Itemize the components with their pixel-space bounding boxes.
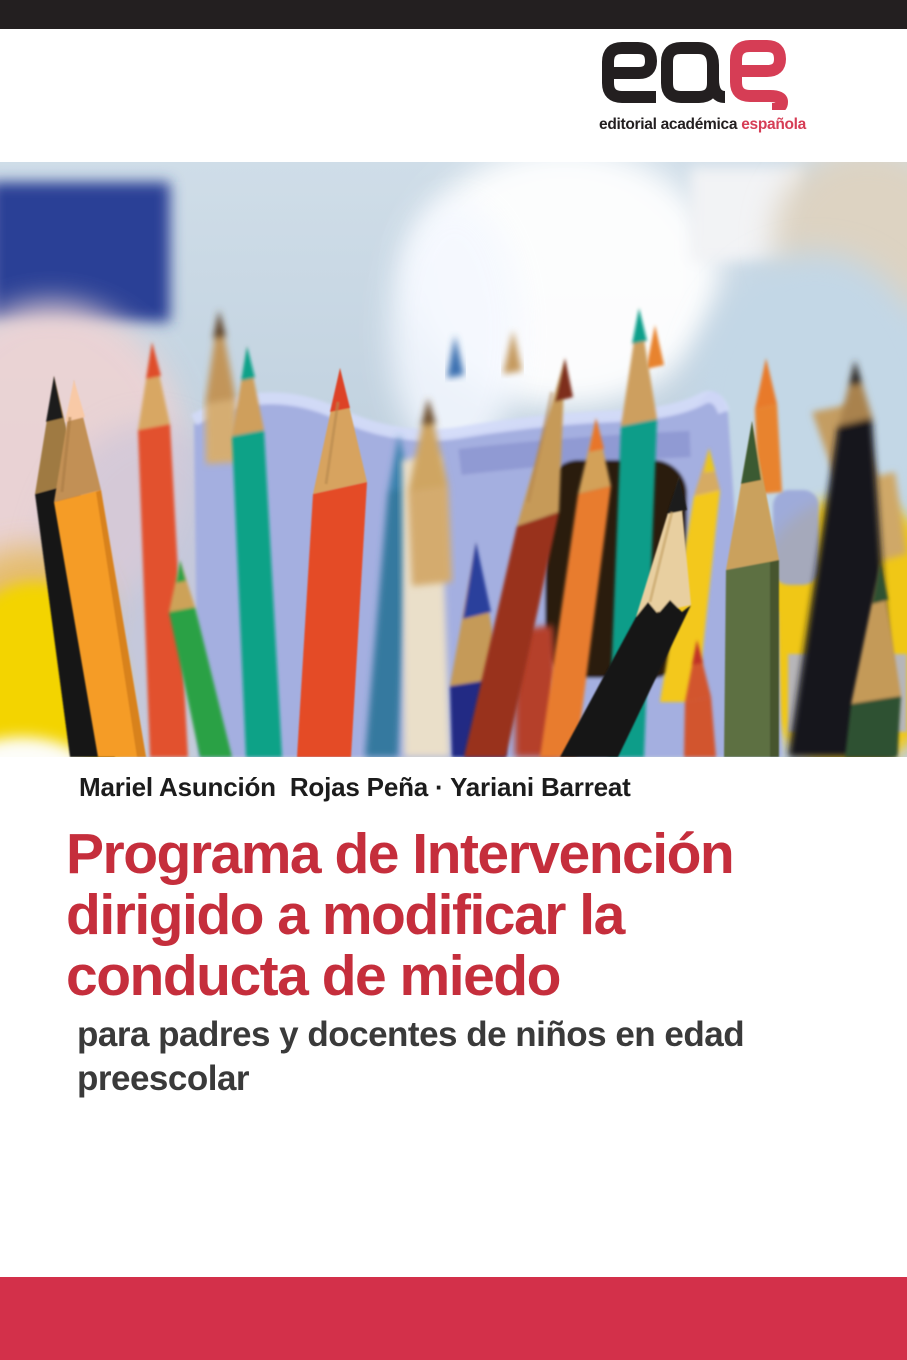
title-line-3: conducta de miedo — [66, 944, 560, 1008]
subtitle-line-2: preescolar — [77, 1059, 250, 1098]
title-line-2: dirigido a modificar la — [66, 883, 624, 947]
logo-tagline-black: editorial académica — [599, 116, 738, 133]
publisher-logo — [599, 38, 824, 134]
eae-logo-icon — [599, 38, 811, 110]
bottom-bar — [0, 1277, 907, 1360]
top-bar — [0, 0, 907, 29]
author-part2: Rojas Peña · Yariani Barreat — [289, 772, 631, 802]
subtitle-line-1: para padres y docentes de niños en edad — [77, 1015, 745, 1054]
cover-photo — [0, 162, 907, 757]
logo-tagline — [599, 116, 824, 134]
logo-tagline-red: española — [741, 116, 806, 133]
title-line-1: Programa de Intervención — [66, 822, 734, 886]
book-title — [66, 824, 866, 1007]
authors-line — [79, 772, 631, 803]
author-part1: Mariel Asunción — [79, 772, 276, 802]
pencils-photo — [0, 162, 907, 757]
book-subtitle — [77, 1013, 857, 1101]
